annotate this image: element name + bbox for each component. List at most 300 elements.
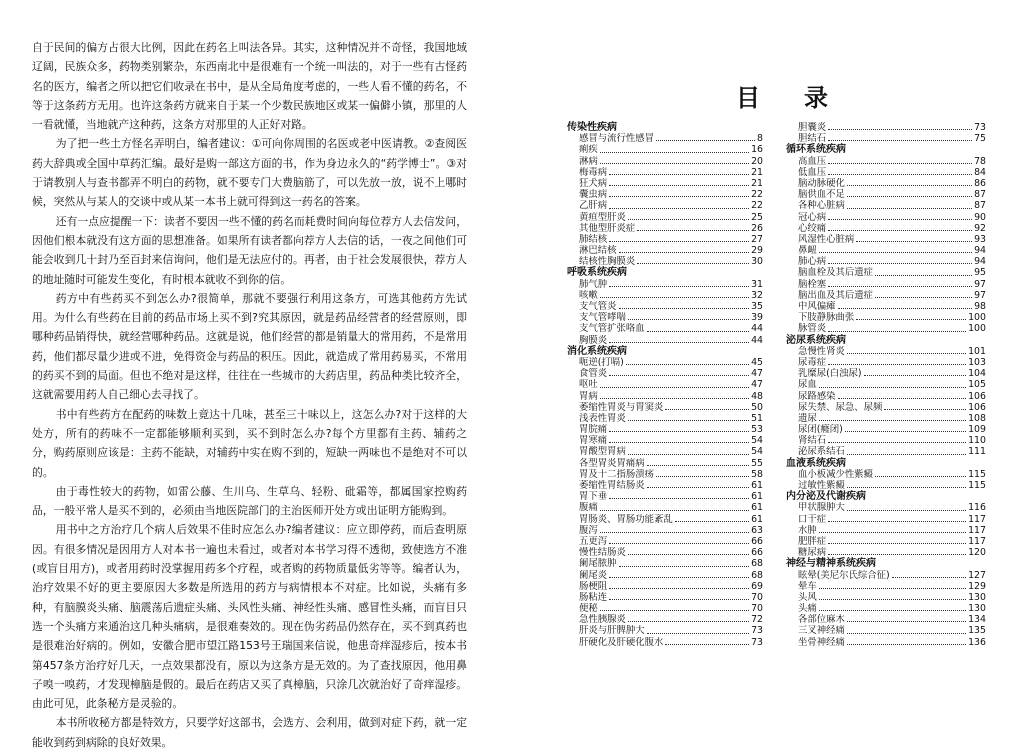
toc-section-heading: 内分泌及代谢疾病 — [786, 491, 866, 503]
toc-entry-page: 105 — [968, 379, 986, 391]
toc-entry-page: 66 — [751, 535, 763, 547]
toc-entry[interactable] — [567, 200, 763, 211]
toc-entry[interactable] — [786, 446, 986, 457]
toc-entry-page: 97 — [974, 278, 986, 290]
toc-dot-leader — [609, 200, 749, 208]
toc-entry[interactable] — [786, 178, 986, 189]
toc-entry-page: 8 — [757, 133, 763, 145]
toc-entry-title: 肺心病 — [798, 256, 827, 268]
toc-entry-page: 61 — [751, 491, 763, 503]
toc-entry[interactable] — [567, 525, 763, 536]
toc-entry-page: 120 — [968, 547, 986, 559]
toc-dot-leader — [828, 435, 966, 443]
toc-entry-title: 下肢静脉曲张 — [798, 312, 855, 324]
toc-dot-leader — [609, 536, 749, 544]
toc-dot-leader — [628, 212, 749, 220]
toc-entry-title: 肠粘连 — [579, 591, 608, 603]
toc-dot-leader — [892, 570, 966, 578]
toc-dot-leader — [619, 245, 750, 253]
toc-entry[interactable] — [567, 480, 763, 491]
toc-entry-title: 口干症 — [798, 513, 827, 525]
toc-entry-page: 70 — [751, 603, 763, 615]
toc-entry[interactable] — [786, 424, 986, 435]
toc-entry[interactable] — [567, 570, 763, 581]
toc-dot-leader — [609, 570, 749, 578]
toc-entry-page: 61 — [751, 480, 763, 491]
toc-entry[interactable] — [786, 637, 986, 648]
toc-entry-title: 尿路感染 — [798, 390, 836, 402]
toc-entry[interactable] — [786, 245, 986, 256]
toc-entry[interactable] — [786, 122, 986, 133]
toc-entry-page: 135 — [968, 625, 986, 637]
toc-entry[interactable] — [786, 514, 986, 525]
toc-entry[interactable] — [567, 614, 763, 625]
toc-entry[interactable] — [786, 536, 986, 547]
toc-entry[interactable] — [567, 402, 763, 413]
toc-entry-title: 乳糜尿(白浊尿) — [798, 368, 862, 380]
toc-entry-page: 86 — [974, 177, 986, 189]
toc-entry[interactable] — [567, 536, 763, 547]
toc-entry-title: 萎缩性胃炎与胃窦炎 — [579, 401, 664, 413]
toc-entry[interactable] — [567, 133, 763, 144]
toc-entry-page: 72 — [751, 614, 763, 626]
toc-section-heading: 传染性疾病 — [567, 122, 617, 133]
toc-entry-title: 肝炎与肝脾肿大 — [579, 625, 645, 637]
toc-entry-page: 68 — [751, 569, 763, 581]
toc-dot-leader — [609, 592, 749, 600]
toc-entry-page: 63 — [751, 524, 763, 536]
toc-entry-title: 痢疾 — [579, 144, 598, 156]
toc-dot-leader — [828, 547, 966, 555]
paragraph: 药方中有些药买不到怎么办?很简单，那就不要强行利用这条方，可选其他药方先试用。为什么有些药在目前的药品市场上买不到?究其原因，就是药品经营者的经营原则，即哪种药品销得快，就经营哪种药品。这就是说，他们经营的都是销量大的常用药，不是常用药，他们都尽量少进或不进，免得资金与药品的积压。因此，就造成了常用药易买，不常用的药买不到的局面。但也不绝对是这样，往往在一些城市的大药店里，药品种类比较齐全，这就需要用药人自己细心去寻找了。 — [32, 291, 467, 402]
toc-entry-title: 胃酸型胃病 — [579, 446, 626, 458]
toc-entry-title: 甲状腺肿大 — [798, 502, 845, 514]
toc-entry-page: 68 — [751, 558, 763, 570]
toc-dot-leader — [628, 446, 749, 454]
toc-dot-leader — [847, 200, 972, 208]
toc-entry-page: 54 — [751, 446, 763, 458]
toc-entry-title: 泌尿系结石 — [798, 446, 845, 458]
toc-entry[interactable] — [786, 223, 986, 234]
toc-entry[interactable] — [786, 603, 986, 614]
toc-entry-page: 106 — [968, 390, 986, 402]
toc-entry[interactable] — [786, 256, 986, 267]
toc-entry[interactable] — [567, 178, 763, 189]
toc-dot-leader — [619, 558, 750, 566]
toc-dot-leader — [609, 234, 749, 242]
paragraph: 用书中之方治疗几个病人后效果不佳时应怎么办?编者建议：应立即停药，而后查明原因。有很多情况是因用方人对本书一遍也未看过，或者对本书学习得不透彻，致使选方不准(或盲目用方)，或者用药时没掌握用药多个疗程，或者购的药物质量低劣等等。编者认为，治疗效果不好的更主要原因大多数是所选用的药方与病情根本不对症。比如说，头痛有多种，有脑膜炎头痛、脑震荡后遗症头痛、头风性头痛、神经性头痛、感冒性头痛，而盲目只选一个头痛方来通治这几种头痛病，是很难奏效的。现在伪劣药品仍然存在，买不到真药也是很难治好病的。例如，安徽合肥市望江路153号王瑞国来信说，他患奇痒湿疹后，按本书第457条方治疗好几天，一点效果都没有，原以为这条方是无效的。为了查找原因，他用鼻子嗅一嗅药，才发现樟脑是假的。最后在药店又买了真樟脑，只涂几次就治好了奇痒湿疹。由此可见，此条秘方是灵验的。 — [32, 523, 467, 711]
toc-entry-title: 头风 — [798, 591, 817, 603]
toc-entry-title: 水肿 — [798, 524, 817, 536]
toc-entry[interactable] — [567, 637, 763, 648]
toc-entry[interactable] — [567, 435, 763, 446]
toc-dot-leader — [600, 603, 749, 611]
toc-entry-title: 各型胃炎胃痛病 — [579, 457, 645, 469]
toc-entry[interactable] — [567, 379, 763, 390]
toc-entry[interactable] — [786, 435, 986, 446]
preface-text — [32, 38, 467, 752]
toc-entry[interactable] — [567, 144, 763, 155]
toc-entry-page: 87 — [974, 189, 986, 201]
toc-dot-leader — [609, 435, 749, 443]
toc-entry[interactable] — [786, 502, 986, 513]
toc-dot-leader — [628, 312, 749, 320]
toc-entry-title: 头痛 — [798, 603, 817, 615]
toc-entry-page: 61 — [751, 513, 763, 525]
toc-entry-page: 73 — [751, 636, 763, 648]
toc-dot-leader — [609, 424, 749, 432]
toc-entry-title: 脑动脉硬化 — [798, 177, 845, 189]
toc-entry[interactable] — [786, 156, 986, 167]
toc-entry-page: 26 — [751, 222, 763, 234]
toc-entry-title: 急性胰腺炎 — [579, 614, 626, 626]
toc-entry[interactable] — [567, 301, 763, 312]
toc-entry[interactable] — [567, 491, 763, 502]
toc-entry-page: 75 — [974, 133, 986, 145]
toc-entry-title: 各部位麻木 — [798, 614, 845, 626]
toc-dot-leader — [637, 256, 749, 264]
toc-entry-page: 35 — [751, 301, 763, 312]
toc-entry-page: 111 — [968, 446, 986, 458]
toc-dot-leader — [600, 525, 749, 533]
toc-dot-leader — [675, 514, 749, 522]
toc-dot-leader — [847, 625, 966, 633]
toc-entry-title: 淋病 — [579, 155, 598, 167]
toc-entry-title: 胃下垂 — [579, 491, 608, 503]
toc-entry-title: 浅表性胃炎 — [579, 412, 626, 424]
toc-dot-leader — [626, 357, 749, 365]
toc-entry[interactable] — [786, 469, 986, 480]
toc-section-heading: 血液系统疾病 — [786, 457, 846, 469]
toc-dot-leader — [609, 335, 749, 343]
toc-entry[interactable] — [567, 592, 763, 603]
toc-dot-leader — [828, 514, 966, 522]
toc-dot-leader — [856, 312, 966, 320]
toc-entry[interactable] — [786, 581, 986, 592]
toc-entry-title: 中风偏瘫 — [798, 301, 836, 312]
toc-entry-page: 66 — [751, 547, 763, 559]
toc-dot-leader — [847, 480, 966, 488]
toc-entry-page: 50 — [751, 401, 763, 413]
toc-entry[interactable] — [567, 391, 763, 402]
toc-entry-page: 87 — [974, 200, 986, 212]
toc-entry-page: 39 — [751, 312, 763, 324]
toc-entry-page: 130 — [968, 603, 986, 615]
toc-column-1 — [567, 122, 763, 648]
toc-dot-leader — [609, 491, 749, 499]
toc-entry-title: 支气管扩张咯血 — [579, 323, 645, 335]
toc-entry[interactable] — [786, 614, 986, 625]
toc-entry[interactable] — [567, 290, 763, 301]
toc-dot-leader — [609, 189, 749, 197]
toc-dot-leader — [819, 525, 966, 533]
toc-entry-title: 慢性结肠炎 — [579, 547, 626, 559]
toc-dot-leader — [600, 290, 749, 298]
paragraph: 还有一点应提醒一下：读者不要因一些不懂的药名而耗费时间向每位荐方人去信发问，因他们根本就没有这方面的思想准备。如果所有读者都向荐方人去信的话，一夜之间他们可能会收到几十封乃至百封来信询问，他们是无法应付的。再者，由于社会发展很快，荐方人的地址随时可能发生变化，有时根本就收不到你的信。 — [32, 214, 467, 286]
toc-entry-page: 22 — [751, 189, 763, 201]
toc-entry[interactable] — [567, 446, 763, 457]
toc-entry-title: 萎缩性胃结肠炎 — [579, 480, 645, 491]
toc-entry[interactable] — [567, 413, 763, 424]
toc-dot-leader — [647, 458, 749, 466]
toc-entry-page: 61 — [751, 502, 763, 514]
toc-dot-leader — [600, 379, 749, 387]
toc-dot-leader — [828, 323, 966, 331]
toc-entry-page: 115 — [968, 480, 986, 491]
toc-entry-title: 胃寒痛 — [579, 435, 608, 447]
toc-entry[interactable] — [786, 301, 986, 312]
toc-entry-page: 136 — [968, 636, 986, 648]
toc-entry-title: 阑尾脓肿 — [579, 558, 617, 570]
toc-dot-leader — [665, 402, 749, 410]
toc-entry-title: 肺结核 — [579, 233, 608, 245]
toc-entry[interactable] — [567, 234, 763, 245]
toc-dot-leader — [847, 502, 966, 510]
toc-entry-page: 97 — [974, 289, 986, 301]
toc-entry[interactable] — [567, 547, 763, 558]
toc-entry-title: 呕吐 — [579, 379, 598, 391]
toc-entry[interactable] — [786, 312, 986, 323]
toc-entry-page: 16 — [751, 144, 763, 156]
toc-entry[interactable] — [567, 625, 763, 636]
toc-dot-leader — [828, 212, 972, 220]
toc-entry-page: 110 — [968, 435, 986, 447]
toc-dot-leader — [828, 256, 972, 264]
toc-entry-page: 51 — [751, 412, 763, 424]
toc-entry[interactable] — [786, 133, 986, 144]
toc-entry-title: 急慢性肾炎 — [798, 345, 845, 357]
toc-dot-leader — [875, 290, 972, 298]
toc-entry[interactable] — [786, 346, 986, 357]
toc-entry[interactable] — [567, 514, 763, 525]
toc-entry-title: 低血压 — [798, 166, 827, 178]
toc-entry-page: 27 — [751, 233, 763, 245]
toc-section-heading: 循环系统疾病 — [786, 144, 846, 156]
toc-entry-page: 134 — [968, 614, 986, 626]
toc-dot-leader — [609, 581, 749, 589]
toc-entry-title: 过敏性紫癜 — [798, 480, 845, 491]
toc-entry[interactable] — [786, 323, 986, 334]
toc-entry-page: 100 — [968, 312, 986, 324]
toc-dot-leader — [838, 391, 967, 399]
toc-entry[interactable] — [786, 234, 986, 245]
paragraph: 为了把一些土方怪名弄明白，编者建议：①可向你周围的名医或老中医请教。②查阅医药大辞典或全国中草药汇编。最好是购一部这方面的书，作为身边永久的“药学博士”。③对于请教别人与查书都弄不明白的药物，就不要专门大费脑筋了，可以先放一放，说不上哪时候，突然从与某人的交谈中或从某一本书上就可得到这一药名的答案。 — [32, 137, 467, 209]
toc-dot-leader — [600, 391, 749, 399]
toc-entry-page: 73 — [974, 122, 986, 133]
toc-entry-page: 32 — [751, 289, 763, 301]
toc-entry[interactable] — [786, 379, 986, 390]
toc-entry[interactable] — [567, 368, 763, 379]
toc-dot-leader — [656, 133, 755, 141]
toc-entry[interactable] — [786, 212, 986, 223]
toc-entry-page: 21 — [751, 177, 763, 189]
toc-dot-leader — [847, 346, 966, 354]
toc-entry[interactable] — [567, 167, 763, 178]
toc-dot-leader — [819, 581, 966, 589]
toc-entry-title: 冠心病 — [798, 211, 827, 223]
toc-entry-title: 鼻衄 — [798, 245, 817, 257]
toc-entry-title: 肝硬化及肝硬化腹水 — [579, 636, 664, 648]
toc-entry-title: 黄疸型肝炎 — [579, 211, 626, 223]
toc-entry[interactable] — [786, 547, 986, 558]
toc-dot-leader — [838, 301, 973, 309]
toc-entry-title: 脑栓塞 — [798, 278, 827, 290]
toc-entry[interactable] — [567, 458, 763, 469]
toc-entry-page: 31 — [751, 278, 763, 290]
toc-dot-leader — [819, 592, 966, 600]
toc-dot-leader — [847, 637, 966, 645]
toc-entry[interactable] — [567, 189, 763, 200]
toc-entry[interactable] — [567, 502, 763, 513]
toc-entry-page: 69 — [751, 580, 763, 592]
toc-dot-leader — [628, 614, 749, 622]
toc-entry[interactable] — [786, 267, 986, 278]
toc-entry-title: 五更泻 — [579, 535, 608, 547]
toc-entry[interactable] — [786, 525, 986, 536]
toc-entry-page: 48 — [751, 390, 763, 402]
toc-entry[interactable] — [786, 189, 986, 200]
toc-dot-leader — [856, 234, 972, 242]
paragraph: 自于民间的偏方占很大比例，因此在药名上叫法各异。其实，这种情况并不奇怪，我国地域辽阔，民族众多，药物类别繁杂，东西南北中是很难有一个统一叫法的，对于一些有古怪药名的医方，编者之所以把它们收录在书中，是从全局角度考虑的，一些人看不懂的药名，不等于这条药方无用。也许这条药方就来自于某一个少数民族地区或某一偏僻小镇，那里的人一看就懂，当地就产这种药，这条方对那里的人正好对路。 — [32, 41, 467, 132]
toc-entry-title: 尿失禁、尿急、尿频 — [798, 401, 883, 413]
toc-entry[interactable] — [786, 200, 986, 211]
toc-entry-title: 肾结石 — [798, 435, 827, 447]
toc-dot-leader — [884, 402, 966, 410]
toc-entry-title: 支气管炎 — [579, 301, 617, 312]
toc-dot-leader — [828, 279, 972, 287]
toc-dot-leader — [847, 178, 972, 186]
toc-entry-title: 便秘 — [579, 603, 598, 615]
toc-entry-page: 25 — [751, 211, 763, 223]
toc-entry-page: 127 — [968, 569, 986, 581]
toc-entry-page: 101 — [968, 345, 986, 357]
toc-entry-page: 84 — [974, 166, 986, 178]
toc-entry[interactable] — [786, 391, 986, 402]
toc-entry[interactable] — [567, 279, 763, 290]
toc-entry[interactable] — [567, 424, 763, 435]
toc-entry-title: 肺气肿 — [579, 278, 608, 290]
toc-entry-page: 109 — [968, 424, 986, 436]
toc-entry[interactable] — [567, 256, 763, 267]
toc-entry[interactable] — [786, 290, 986, 301]
toc-entry[interactable] — [786, 570, 986, 581]
toc-entry-title: 支气管哮喘 — [579, 312, 626, 324]
toc-entry[interactable] — [567, 335, 763, 346]
toc-dot-leader — [828, 122, 972, 130]
paragraph: 由于毒性较大的药物，如雷公藤、生川乌、生草乌、轻粉、砒霜等，都属国家控购药品，一般平常人是买不到的，必须由当地医院部门的主治医师开处方或出证明方能购到。 — [32, 484, 467, 518]
toc-entry-page: 93 — [974, 233, 986, 245]
toc-entry-page: 92 — [974, 222, 986, 234]
toc-entry-title: 各种心脏病 — [798, 200, 845, 212]
toc-entry[interactable] — [786, 480, 986, 491]
toc-entry-title: 感冒与流行性感冒 — [579, 133, 655, 145]
toc-dot-leader — [637, 223, 749, 231]
toc-entry-title: 胃肠炎、胃肠功能紊乱 — [579, 513, 673, 525]
toc-entry[interactable] — [567, 357, 763, 368]
toc-entry-page: 117 — [968, 513, 986, 525]
toc-entry-title: 高血压 — [798, 155, 827, 167]
toc-entry[interactable] — [786, 357, 986, 368]
toc-entry-title: 其他型肝炎症 — [579, 222, 636, 234]
toc-dot-leader — [600, 156, 749, 164]
toc-section-heading: 泌尿系统疾病 — [786, 334, 846, 346]
toc-entry-title: 食管炎 — [579, 368, 608, 380]
toc-entry-page: 90 — [974, 211, 986, 223]
toc-entry[interactable] — [786, 413, 986, 424]
toc-entry[interactable] — [786, 167, 986, 178]
toc-entry[interactable] — [786, 592, 986, 603]
toc-section-heading: 神经与精神系统疾病 — [786, 558, 876, 570]
toc-dot-leader — [819, 413, 966, 421]
toc-entry-page: 129 — [968, 580, 986, 592]
toc-dot-leader — [847, 446, 966, 454]
toc-entry[interactable] — [567, 156, 763, 167]
toc-entry-title: 梅毒病 — [579, 166, 608, 178]
toc-entry[interactable] — [567, 212, 763, 223]
toc-entry[interactable] — [567, 223, 763, 234]
toc-entry-title: 胃脘痛 — [579, 424, 608, 436]
toc-entry-title: 肠梗阻 — [579, 580, 608, 592]
toc-entry-title: 乙肝病 — [579, 200, 608, 212]
toc-entry-title: 腹泻 — [579, 524, 598, 536]
toc-entry-page: 54 — [751, 435, 763, 447]
toc-dot-leader — [619, 301, 750, 309]
toc-entry-page: 44 — [751, 323, 763, 335]
toc-entry-title: 胃及十二指肠溃疡 — [579, 468, 655, 480]
toc-entry-title: 淋巴结核 — [579, 245, 617, 257]
toc-entry[interactable] — [567, 469, 763, 480]
toc-entry[interactable] — [786, 625, 986, 636]
toc-entry-page: 45 — [751, 356, 763, 368]
toc-entry-page: 58 — [751, 468, 763, 480]
toc-entry-title: 风湿性心脏病 — [798, 233, 855, 245]
toc-entry-title: 腹痛 — [579, 502, 598, 514]
toc-entry-title: 胆结石 — [798, 133, 827, 145]
toc-entry-page: 47 — [751, 379, 763, 391]
toc-entry-title: 尿毒症 — [798, 356, 827, 368]
toc-entry-title: 呃逆(打嗝) — [579, 356, 624, 368]
toc-entry[interactable] — [567, 323, 763, 334]
toc-section-heading: 呼吸系统疾病 — [567, 267, 627, 279]
toc-entry[interactable] — [567, 558, 763, 569]
toc-entry[interactable] — [567, 581, 763, 592]
toc-entry[interactable] — [567, 312, 763, 323]
toc-entry-title: 心绞痛 — [798, 222, 827, 234]
toc-dot-leader — [828, 223, 972, 231]
toc-entry-title: 结核性胸膜炎 — [579, 256, 636, 268]
toc-entry-page: 47 — [751, 368, 763, 380]
toc-entry[interactable] — [786, 279, 986, 290]
toc-entry-page: 29 — [751, 245, 763, 257]
toc-dot-leader — [847, 614, 966, 622]
toc-dot-leader — [609, 279, 749, 287]
toc-column-2 — [786, 122, 986, 648]
toc-entry-page: 117 — [968, 524, 986, 536]
toc-entry-page: 106 — [968, 401, 986, 413]
toc-dot-leader — [628, 547, 749, 555]
toc-entry-title: 糖尿病 — [798, 547, 827, 559]
toc-entry[interactable] — [567, 603, 763, 614]
toc-entry[interactable] — [567, 245, 763, 256]
toc-dot-leader — [828, 156, 972, 164]
toc-entry-page: 98 — [974, 301, 986, 312]
toc-entry-page: 103 — [968, 356, 986, 368]
toc-entry[interactable] — [786, 368, 986, 379]
toc-title: 目 录 — [736, 83, 838, 112]
toc-dot-leader — [864, 368, 967, 376]
toc-dot-leader — [828, 357, 966, 365]
toc-entry[interactable] — [786, 402, 986, 413]
